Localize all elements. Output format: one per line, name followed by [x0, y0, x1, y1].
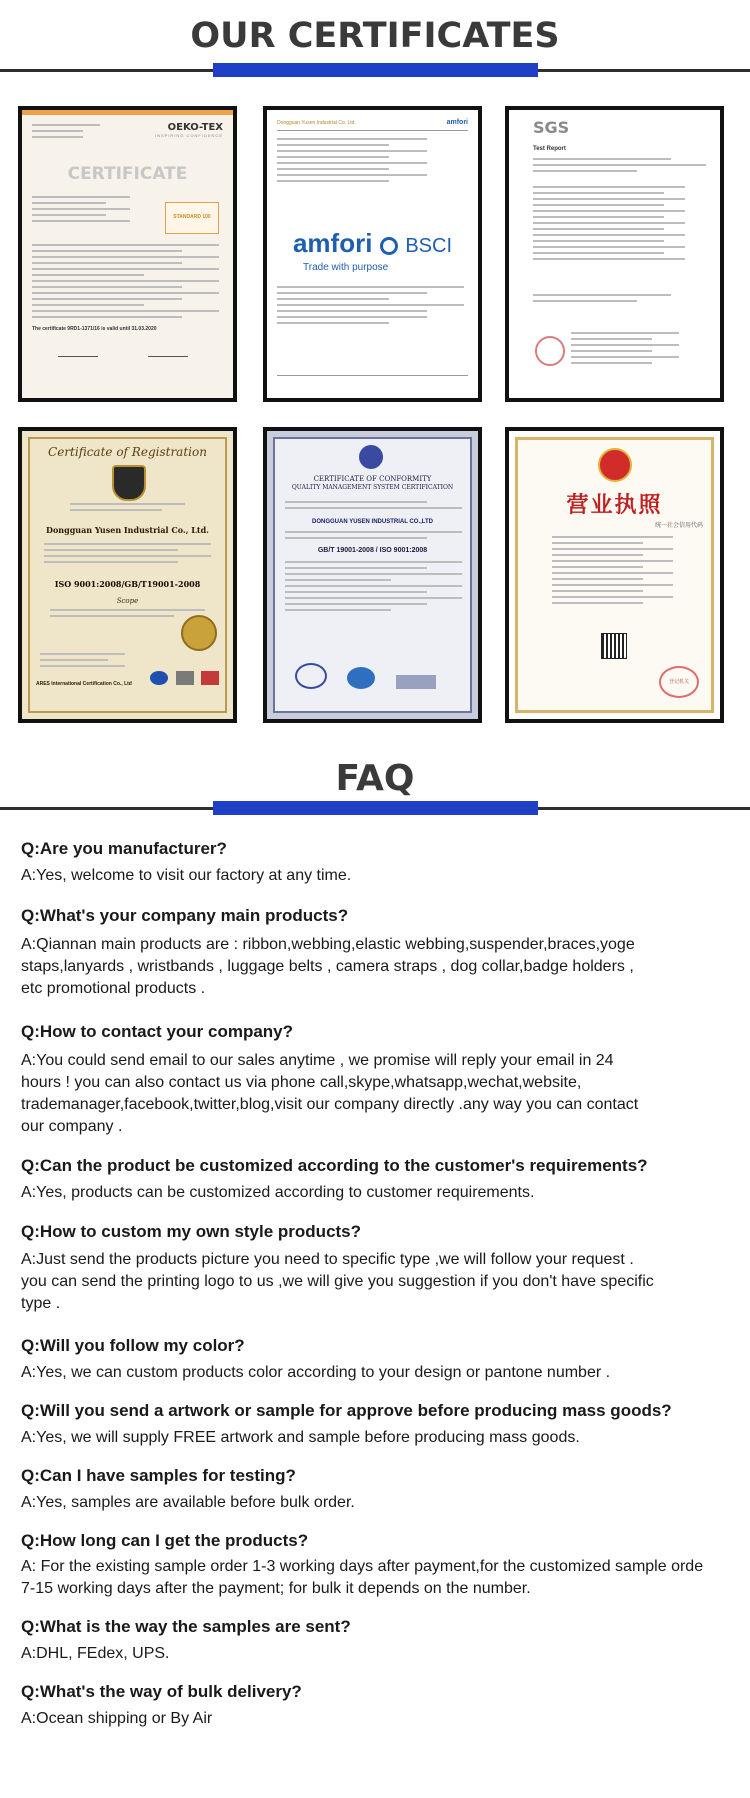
- faq-answer: A:You could send email to our sales anytime , we promise will reply your email in 24 hours ! you can also contact us via phone call,skype,whatsapp,wechat,website, trademanager,facebook,twitter,blog,visit our company directly .any way you can contact our company .: [21, 1052, 639, 1135]
- certificates-title: OUR CERTIFICATES: [190, 16, 560, 56]
- sgs-heading: Test Report: [533, 146, 566, 152]
- certificate-card-conformity[interactable]: [263, 427, 482, 723]
- faq-answer: A:Yes, welcome to visit our factory at any time.: [21, 867, 352, 884]
- certificate-card-sgs[interactable]: [505, 106, 724, 402]
- sgs-logo: SGS: [533, 118, 570, 137]
- amfori-logo-text: amfori: [292, 228, 373, 258]
- faq-answer: A:Yes, we will supply FREE artwork and sample before producing mass goods.: [21, 1429, 580, 1446]
- faq-answer: A:Qiannan main products are : ribbon,webbing,elastic webbing,suspender,braces,yoge staps,lanyards , wristbands , luggage belts , camera straps , dog collar,badge holders , etc promotional products .: [21, 936, 635, 997]
- faq-question: Q:How to contact your company?: [21, 1022, 294, 1041]
- faq-answer: A: For the existing sample order 1-3 working days after payment,for the customized sample orde 7-15 working days after the payment; for bulk it depends on the number.: [21, 1558, 704, 1597]
- conformity-logos: [295, 663, 436, 694]
- conformity-standard: GB/T 19001-2008 / ISO 9001:2008: [317, 547, 428, 554]
- faq-question: Q:Will you send a artwork or sample for approve before producing mass goods?: [21, 1401, 672, 1420]
- conformity-company: DONGGUAN YUSEN INDUSTRIAL CO.,LTD: [311, 519, 433, 525]
- faq-accent-bar: [213, 801, 538, 815]
- bsci-mark-icon: [380, 237, 398, 255]
- faq-title: FAQ: [335, 758, 415, 799]
- certificates-accent-bar: [213, 63, 538, 77]
- oeko-tex-tagline: INSPIRING CONFIDENCE: [154, 133, 223, 138]
- faq-question: Q:Can I have samples for testing?: [21, 1466, 296, 1485]
- faq-answer: A:Just send the products picture you need to specific type ,we will follow your request . you can send the printing logo to us ,we will give you suggestion if you don't have specific type .: [21, 1251, 654, 1312]
- certificate-card-business-license[interactable]: [505, 427, 724, 723]
- business-license-subheading: 统一社会信用代码: [654, 523, 703, 529]
- gold-seal-icon: [181, 615, 217, 651]
- oeko-tex-logo: OEKO-TEX: [167, 122, 223, 133]
- certificates-header: [0, 0, 750, 80]
- certificate-card-oeko-tex[interactable]: [18, 106, 237, 402]
- faq-answer: A:Ocean shipping or By Air: [21, 1710, 213, 1727]
- amfori-tagline: Trade with purpose: [303, 262, 389, 273]
- faq-question: Q:Can the product be customized according to the customer's requirements?: [21, 1156, 648, 1175]
- faq-answer: A:Yes, we can custom products color according to your design or pantone number .: [21, 1364, 611, 1381]
- national-emblem-icon: [598, 448, 632, 482]
- oeko-tex-badge: STANDARD 100: [165, 202, 219, 234]
- faq-question: Q:Will you follow my color?: [21, 1336, 245, 1355]
- registration-heading: Certificate of Registration: [48, 445, 207, 459]
- accreditation-logos: [147, 671, 219, 690]
- faq-question: Q:What's the way of bulk delivery?: [21, 1682, 302, 1701]
- amfori-header-company: Dongguan Yusen Industrial Co. Ltd.: [277, 120, 356, 126]
- bsci-logo-text: BSCI: [405, 235, 453, 257]
- registration-authority-stamp: 登记机关: [659, 666, 699, 698]
- faq-question: Q:What's your company main products?: [21, 906, 349, 925]
- certificate-card-amfori-bsci[interactable]: Dongguan Yusen Industrial Co. Ltd. amfori amfori BSCI Trade with purpose: [263, 106, 482, 402]
- registration-standard: ISO 9001:2008/GB/T19001-2008: [54, 579, 201, 589]
- conformity-heading-1: CERTIFICATE OF CONFORMITY: [313, 475, 432, 483]
- conformity-heading-2: QUALITY MANAGEMENT SYSTEM CERTIFICATION: [291, 484, 454, 491]
- conformity-emblem-icon: [359, 445, 383, 469]
- faq-answer: A:Yes, products can be customized according to customer requirements.: [21, 1184, 535, 1201]
- faq-question: Q:Are you manufacturer?: [21, 839, 227, 858]
- registration-scope: Scope: [116, 597, 139, 605]
- faq-question: Q:How to custom my own style products?: [21, 1222, 362, 1241]
- faq-question: Q:How long can I get the products?: [21, 1531, 309, 1550]
- faq-answer: A:Yes, samples are available before bulk order.: [21, 1494, 355, 1511]
- faq-answer: A:DHL, FEdex, UPS.: [21, 1645, 170, 1662]
- faq-question: Q:What is the way the samples are sent?: [21, 1617, 351, 1636]
- faq-header: [0, 740, 750, 820]
- certificate-card-registration[interactable]: [18, 427, 237, 723]
- sgs-stamp-icon: [535, 336, 565, 366]
- registration-issuer: ARES International Certification Co., Ltd: [36, 681, 132, 687]
- business-license-heading: 营业执照: [566, 492, 663, 518]
- oeko-tex-validity: The certificate 9RD1-1371/16 is valid until 31.03.2020: [32, 326, 157, 332]
- crest-icon: [112, 465, 146, 501]
- registration-company: Dongguan Yusen Industrial Co., Ltd.: [46, 525, 209, 535]
- qr-code-icon: [602, 634, 626, 658]
- oeko-tex-heading: CERTIFICATE: [67, 164, 188, 184]
